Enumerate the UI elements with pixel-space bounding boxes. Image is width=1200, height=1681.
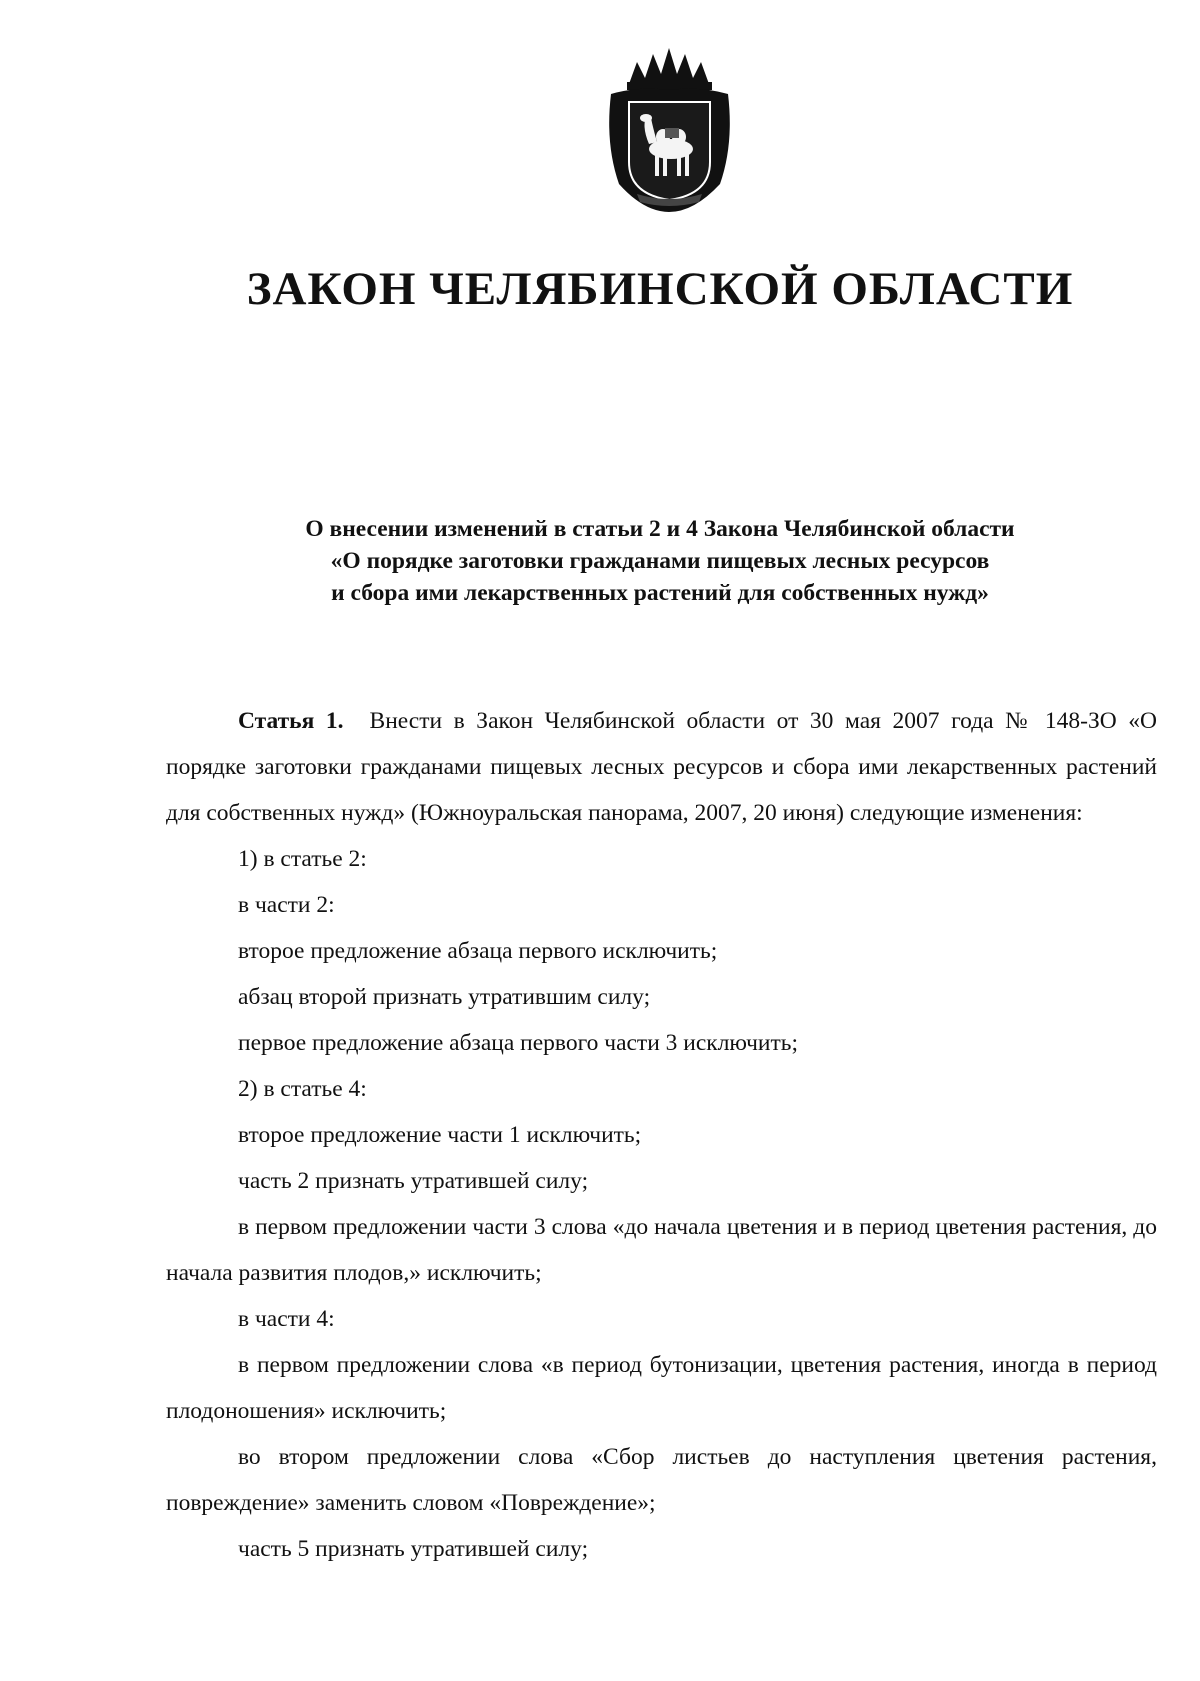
article-intro-text: Внести в Закон Челябинской области от 30 мая 2007 года № 148-ЗО «О порядке заготовки гражданами пищевых лесных ресурсов и сбора ими лекарственных растений для собственных нужд» (Южноуральская панорама, 2007, 20 июня) следующие изменения: bbox=[166, 708, 1157, 826]
list-item: во втором предложении слова «Сбор листьев до наступления цветения растения, повреждение» заменить словом «Повреждение»; bbox=[166, 1444, 1157, 1516]
subtitle-line: О внесении изменений в статьи 2 и 4 Закона Челябинской области bbox=[305, 516, 1015, 542]
article-label: Статья 1. bbox=[238, 708, 344, 734]
list-item: 2) в статье 4: bbox=[238, 1076, 367, 1102]
list-item: в первом предложении слова «в период бутонизации, цветения растения, иногда в период плодоношения» исключить; bbox=[166, 1352, 1157, 1424]
list-item: второе предложение абзаца первого исключить; bbox=[238, 938, 718, 964]
subtitle-line: «О порядке заготовки гражданами пищевых лесных ресурсов bbox=[330, 548, 990, 574]
list-item: 1) в статье 2: bbox=[238, 846, 367, 872]
list-item: часть 5 признать утратившей силу; bbox=[238, 1536, 589, 1562]
list-item: часть 2 признать утратившей силу; bbox=[238, 1168, 589, 1194]
list-item: в первом предложении части 3 слова «до начала цветения и в период цветения растения, до начала развития плодов,» исключить; bbox=[166, 1214, 1157, 1286]
list-item: абзац второй признать утратившим силу; bbox=[238, 984, 651, 1010]
document-subtitle bbox=[160, 513, 1160, 609]
article-paragraph bbox=[166, 698, 1157, 836]
subtitle-line: и сбора ими лекарственных растений для собственных нужд» bbox=[331, 580, 989, 606]
list-item: в части 4: bbox=[238, 1306, 335, 1332]
list-item: второе предложение части 1 исключить; bbox=[238, 1122, 642, 1148]
list-item: первое предложение абзаца первого части 3 исключить; bbox=[238, 1030, 798, 1056]
document-body bbox=[166, 698, 1157, 1572]
page-title: ЗАКОН ЧЕЛЯБИНСКОЙ ОБЛАСТИ bbox=[246, 263, 1074, 315]
list-item: в части 2: bbox=[238, 892, 335, 918]
coat-of-arms-icon bbox=[599, 44, 740, 214]
